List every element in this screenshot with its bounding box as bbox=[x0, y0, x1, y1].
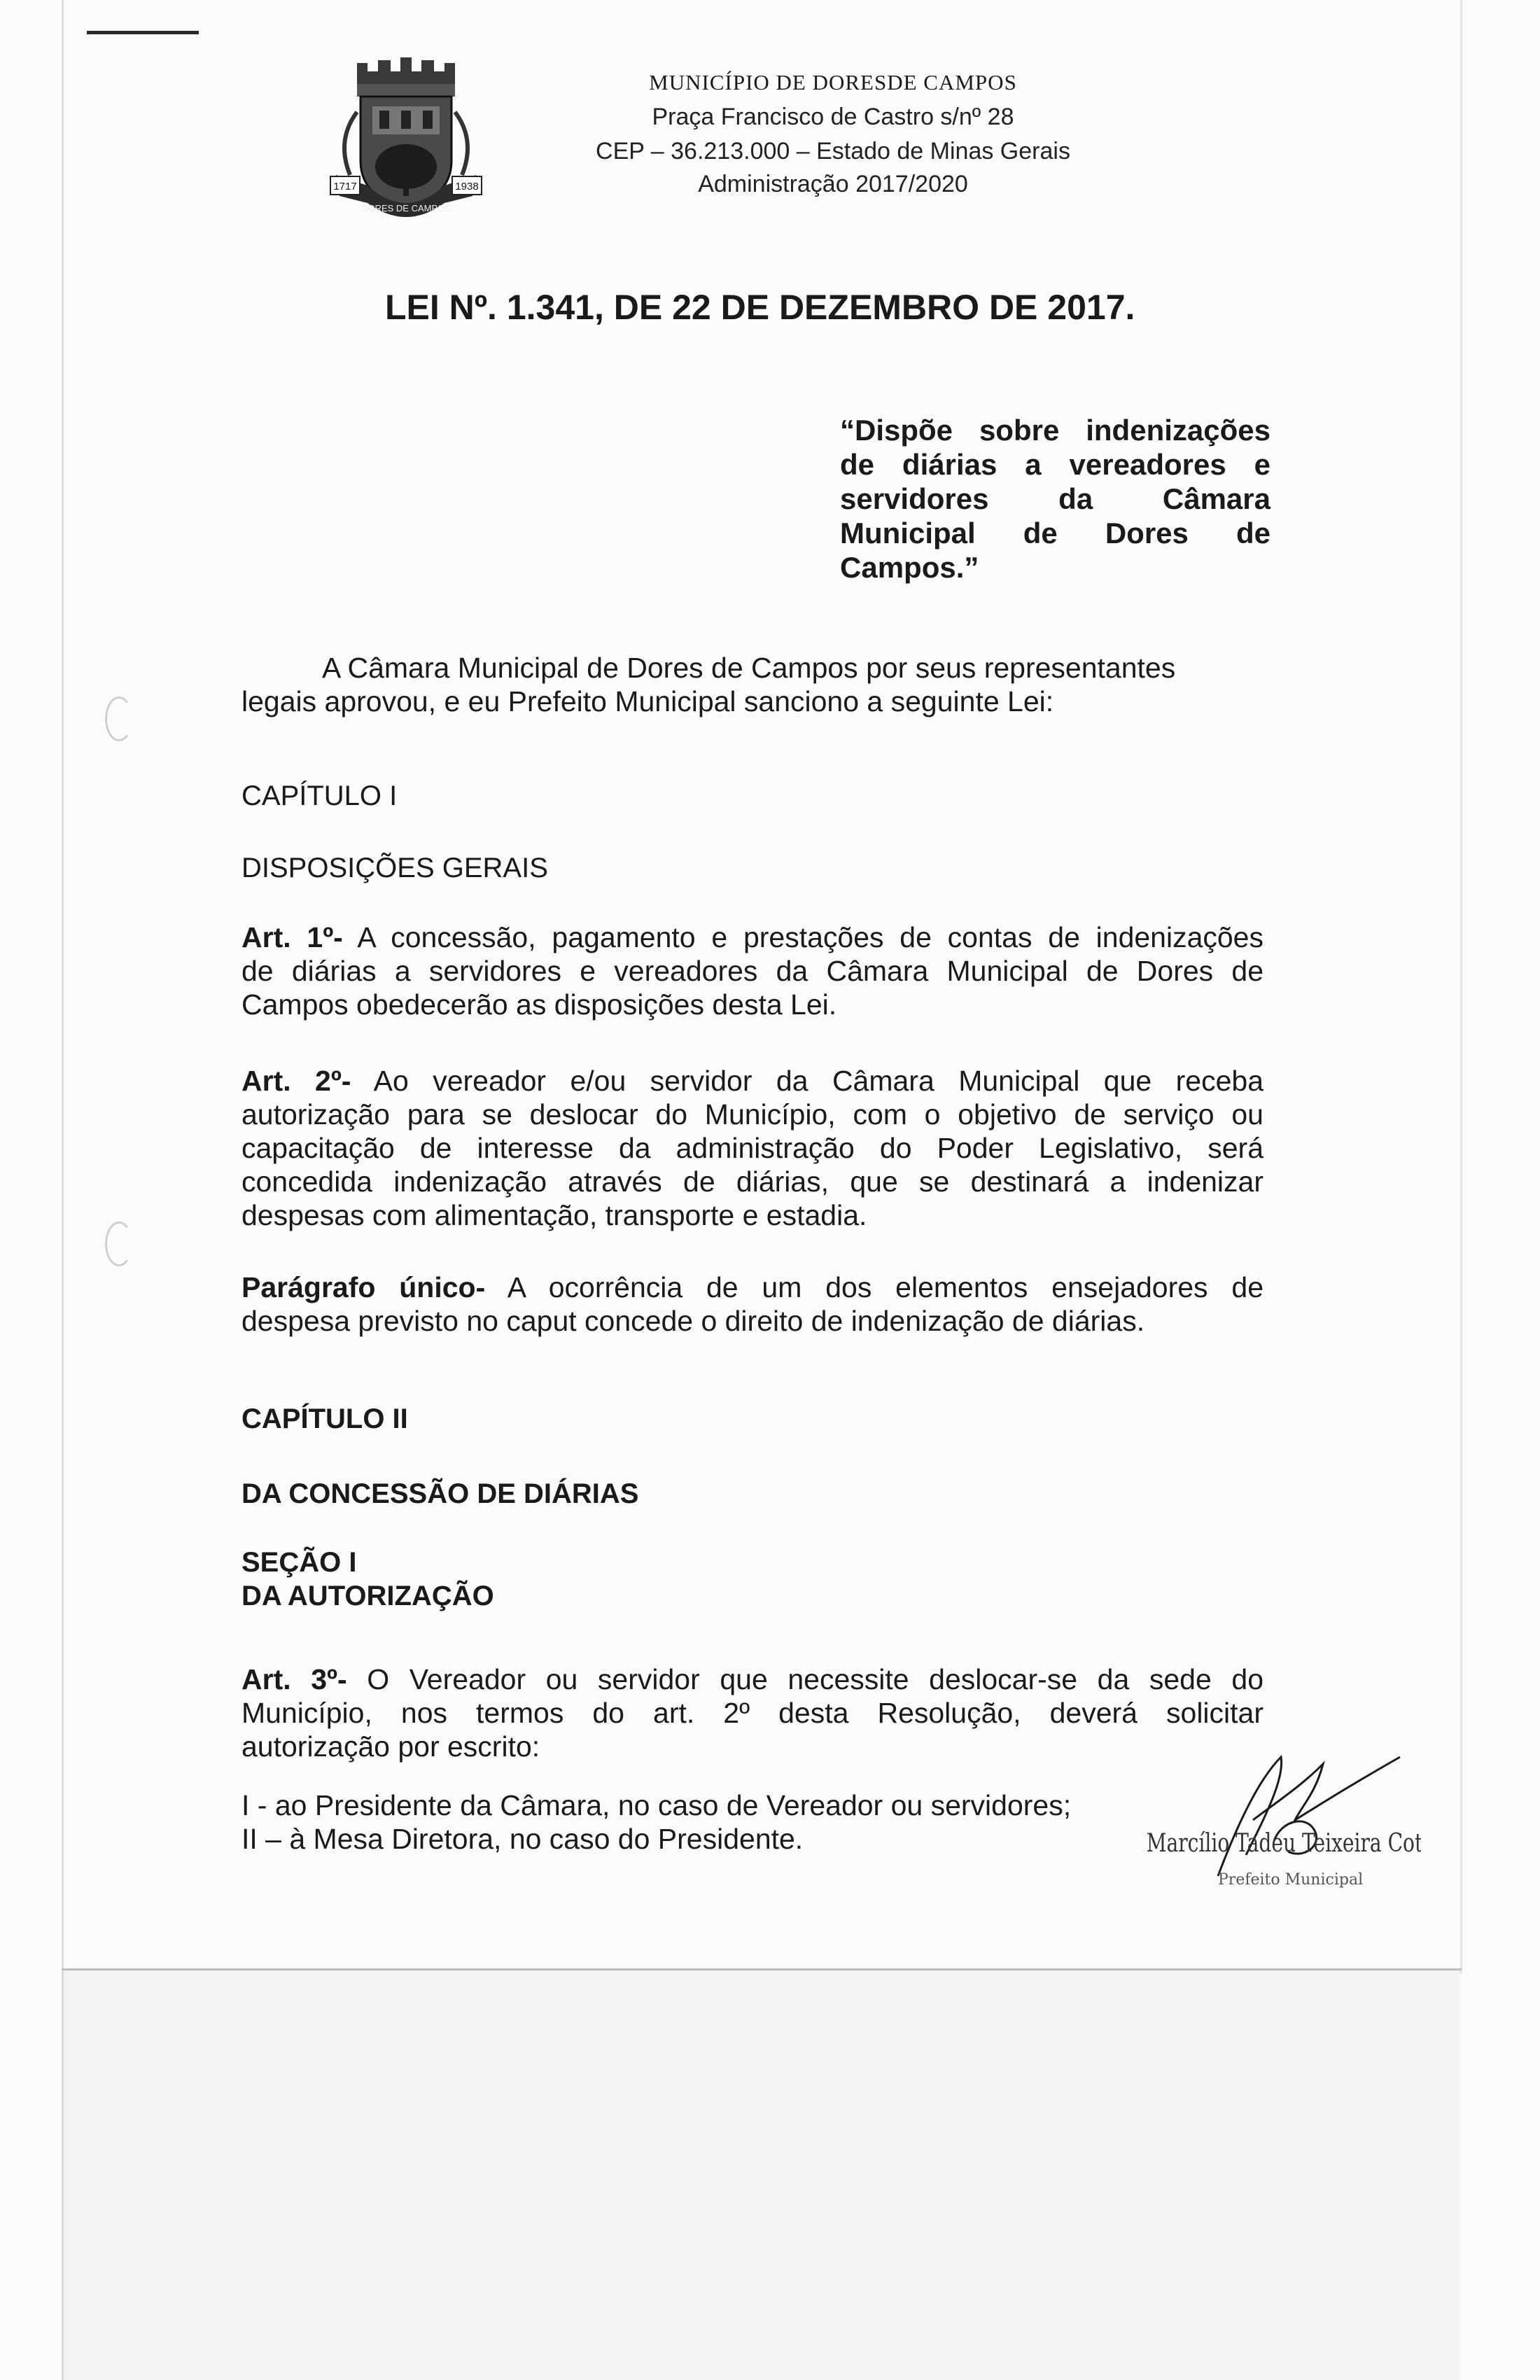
municipal-crest-icon bbox=[329, 56, 483, 224]
sole-paragraph-label: Parágrafo único- bbox=[241, 1271, 486, 1303]
scan-mark bbox=[87, 31, 199, 34]
mayor-signature-stamp bbox=[1141, 1736, 1421, 1904]
chapter-2-label: CAPÍTULO II bbox=[241, 1404, 408, 1434]
article-1 bbox=[241, 920, 1264, 1021]
article-2-line: concedida indenização através de diárias, que se destinará a indenizar bbox=[241, 1166, 1264, 1198]
chapter-2-title: DA CONCESSÃO DE DIÁRIAS bbox=[241, 1478, 639, 1509]
crest-year-right: 1938 bbox=[455, 181, 479, 192]
chapter-1-label: CAPÍTULO I bbox=[241, 780, 398, 811]
sole-paragraph-line: A ocorrência de um dos elementos ensejadores de bbox=[485, 1271, 1264, 1303]
article-1-line: Campos obedecerão as disposições desta Lei. bbox=[241, 988, 837, 1021]
list-item: I - ao Presidente da Câmara, no caso de Vereador ou servidores; bbox=[241, 1789, 1072, 1821]
preamble bbox=[241, 651, 1264, 718]
cep-state-line: CEP – 36.213.000 – Estado de Minas Gerais bbox=[596, 138, 1070, 164]
crest-year-left: 1717 bbox=[333, 181, 357, 192]
article-2-line: Ao vereador e/ou servidor da Câmara Municipal que receba bbox=[351, 1065, 1264, 1097]
article-1-line: de diárias a servidores e vereadores da Câmara Municipal de Dores de bbox=[241, 955, 1264, 987]
article-2 bbox=[241, 1064, 1264, 1232]
article-1-label: Art. 1º- bbox=[241, 921, 343, 953]
preamble-line: A Câmara Municipal de Dores de Campos por seus representantes bbox=[322, 652, 1176, 684]
article-2-line: despesas com alimentação, transporte e estadia. bbox=[241, 1199, 867, 1231]
signature-name: Marcílio Tadeu Teixeira Cotta bbox=[1146, 1828, 1421, 1858]
authorization-items bbox=[241, 1788, 1152, 1856]
punch-hole bbox=[105, 696, 133, 741]
summary-line: servidores da Câmara bbox=[840, 482, 1270, 515]
scan-edge-right bbox=[1460, 0, 1462, 1974]
preamble-line: legais aprovou, e eu Prefeito Municipal sanciono a seguinte Lei: bbox=[241, 685, 1054, 718]
sole-paragraph-line: despesa previsto no caput concede o direito de indenização de diárias. bbox=[241, 1305, 1145, 1337]
administration-line: Administração 2017/2020 bbox=[698, 171, 968, 197]
summary-line: “Dispõe sobre indenizações bbox=[840, 414, 1270, 447]
summary-line: Municipal de Dores de bbox=[840, 517, 1270, 550]
article-2-line: autorização para se deslocar do Município, com o objetivo de serviço ou bbox=[241, 1098, 1264, 1130]
summary-line: de diárias a vereadores e bbox=[840, 448, 1270, 481]
article-3-line: Município, nos termos do art. 2º desta Resolução, deverá solicitar bbox=[241, 1697, 1264, 1729]
punch-hole bbox=[105, 1222, 133, 1266]
sole-paragraph bbox=[241, 1270, 1264, 1338]
page-bottom-edge bbox=[62, 1968, 1462, 1970]
summary-line: Campos.” bbox=[840, 551, 979, 584]
crest-ribbon-text: DORES DE CAMPOS bbox=[361, 203, 451, 214]
article-2-label: Art. 2º- bbox=[241, 1065, 351, 1097]
list-item: II – à Mesa Diretora, no caso do Presidente. bbox=[241, 1823, 804, 1855]
section-1-label: SEÇÃO I bbox=[241, 1547, 357, 1578]
municipality-name: MUNICÍPIO DE DORESDE CAMPOS bbox=[649, 70, 1017, 94]
law-title: LEI Nº. 1.341, DE 22 DE DEZEMBRO DE 2017. bbox=[385, 288, 1135, 327]
signature-role: Prefeito Municipal bbox=[1218, 1871, 1364, 1889]
article-2-line: capacitação de interesse da administração do Poder Legislativo, será bbox=[241, 1132, 1264, 1164]
article-1-line: A concessão, pagamento e prestações de contas de indenizações bbox=[342, 921, 1264, 953]
address-line: Praça Francisco de Castro s/nº 28 bbox=[652, 104, 1014, 130]
article-3-label: Art. 3º- bbox=[241, 1663, 347, 1695]
article-3-line: O Vereador ou servidor que necessite deslocar-se da sede do bbox=[346, 1663, 1264, 1695]
section-1-title: DA AUTORIZAÇÃO bbox=[241, 1581, 494, 1611]
article-3 bbox=[241, 1662, 1264, 1763]
article-3-line: autorização por escrito: bbox=[241, 1730, 540, 1763]
chapter-1-title: DISPOSIÇÕES GERAIS bbox=[241, 853, 548, 883]
scan-bottom-area bbox=[64, 1970, 1460, 2380]
law-summary bbox=[840, 413, 1270, 584]
